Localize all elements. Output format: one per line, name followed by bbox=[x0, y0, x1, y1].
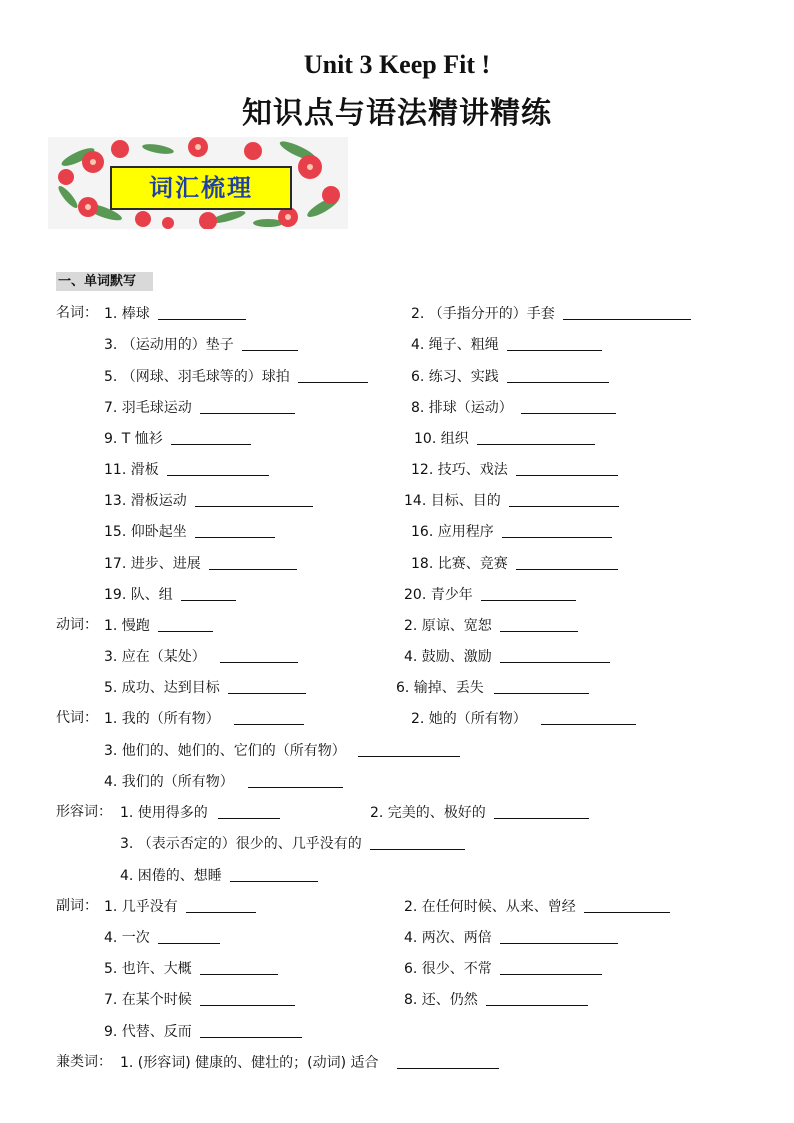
answer-blank[interactable] bbox=[298, 366, 368, 383]
answer-blank[interactable] bbox=[481, 584, 576, 601]
banner-label: 词汇梳理 bbox=[110, 166, 292, 210]
answer-blank[interactable] bbox=[230, 865, 318, 882]
list-item: 6. 输掉、丢失 bbox=[396, 677, 589, 697]
answer-blank[interactable] bbox=[494, 677, 589, 694]
list-item: 4. 一次 bbox=[104, 927, 220, 947]
answer-blank[interactable] bbox=[186, 896, 256, 913]
list-item: 1. 慢跑 bbox=[104, 615, 213, 635]
answer-blank[interactable] bbox=[209, 553, 297, 570]
answer-blank[interactable] bbox=[171, 428, 251, 445]
answer-blank[interactable] bbox=[516, 459, 618, 476]
list-item: 2. 原谅、宽恕 bbox=[404, 615, 578, 635]
list-item: 3. （运动用的）垫子 bbox=[104, 334, 298, 354]
list-item: 12. 技巧、戏法 bbox=[411, 459, 618, 479]
category-nouns: 名词： bbox=[56, 305, 98, 321]
answer-blank[interactable] bbox=[200, 958, 278, 975]
answer-blank[interactable] bbox=[218, 802, 280, 819]
list-item: 4. 两次、两倍 bbox=[404, 927, 618, 947]
category-multi-class: 兼类词： bbox=[56, 1054, 112, 1070]
answer-blank[interactable] bbox=[509, 490, 619, 507]
list-item: 7. 在某个时候 bbox=[104, 989, 295, 1009]
list-item: 8. 排球（运动） bbox=[411, 397, 616, 417]
list-item: 2. 她的（所有物） bbox=[411, 708, 636, 728]
answer-blank[interactable] bbox=[200, 397, 295, 414]
list-item: 1. 几乎没有 bbox=[104, 896, 256, 916]
answer-blank[interactable] bbox=[477, 428, 595, 445]
section-heading: 一、单词默写 bbox=[56, 272, 153, 291]
answer-blank[interactable] bbox=[397, 1052, 499, 1069]
answer-blank[interactable] bbox=[195, 521, 275, 538]
answer-blank[interactable] bbox=[500, 615, 578, 632]
answer-blank[interactable] bbox=[158, 303, 246, 320]
list-item: 15. 仰卧起坐 bbox=[104, 521, 275, 541]
category-pronouns: 代词： bbox=[56, 710, 98, 726]
list-item: 18. 比赛、竞赛 bbox=[411, 553, 618, 573]
list-item: 3. （表示否定的）很少的、几乎没有的 bbox=[120, 833, 465, 853]
answer-blank[interactable] bbox=[228, 677, 306, 694]
answer-blank[interactable] bbox=[220, 646, 298, 663]
answer-blank[interactable] bbox=[494, 802, 589, 819]
list-item: 10. 组织 bbox=[414, 428, 595, 448]
list-item: 5. 成功、达到目标 bbox=[104, 677, 306, 697]
answer-blank[interactable] bbox=[502, 521, 612, 538]
answer-blank[interactable] bbox=[521, 397, 616, 414]
answer-blank[interactable] bbox=[500, 927, 618, 944]
list-item: 19. 队、组 bbox=[104, 584, 236, 604]
list-item: 4. 困倦的、想睡 bbox=[120, 865, 318, 885]
title-chinese: 知识点与语法精讲精练 bbox=[242, 96, 552, 131]
list-item: 3. 他们的、她们的、它们的（所有物） bbox=[104, 740, 460, 760]
answer-blank[interactable] bbox=[500, 958, 602, 975]
list-item: 6. 很少、不常 bbox=[404, 958, 602, 978]
vocabulary-banner bbox=[48, 137, 348, 229]
answer-blank[interactable] bbox=[181, 584, 236, 601]
answer-blank[interactable] bbox=[500, 646, 610, 663]
answer-blank[interactable] bbox=[200, 1021, 302, 1038]
title-english: Unit 3 Keep Fit ! bbox=[303, 50, 491, 79]
list-item: 1. 我的（所有物） bbox=[104, 708, 304, 728]
answer-blank[interactable] bbox=[248, 771, 343, 788]
list-item: 6. 练习、实践 bbox=[411, 366, 609, 386]
answer-blank[interactable] bbox=[242, 334, 298, 351]
list-item: 11. 滑板 bbox=[104, 459, 269, 479]
list-item: 2. 在任何时候、从来、曾经 bbox=[404, 896, 670, 916]
list-item: 17. 进步、进展 bbox=[104, 553, 297, 573]
list-item: 1. 使用得多的 bbox=[120, 802, 280, 822]
list-item: 9. T 恤衫 bbox=[104, 428, 251, 448]
list-item: 9. 代替、反而 bbox=[104, 1021, 302, 1041]
list-item: 2. 完美的、极好的 bbox=[370, 802, 589, 822]
list-item: 2. （手指分开的）手套 bbox=[411, 303, 691, 323]
answer-blank[interactable] bbox=[195, 490, 313, 507]
list-item: 5. 也许、大概 bbox=[104, 958, 278, 978]
list-item: 4. 绳子、粗绳 bbox=[411, 334, 602, 354]
answer-blank[interactable] bbox=[234, 708, 304, 725]
category-verbs: 动词： bbox=[56, 617, 98, 633]
answer-blank[interactable] bbox=[158, 615, 213, 632]
list-item: 14. 目标、目的 bbox=[404, 490, 619, 510]
list-item: 8. 还、仍然 bbox=[404, 989, 588, 1009]
answer-blank[interactable] bbox=[486, 989, 588, 1006]
list-item: 1. (形容词) 健康的、健壮的；(动词) 适合 bbox=[120, 1052, 499, 1072]
answer-blank[interactable] bbox=[358, 740, 460, 757]
answer-blank[interactable] bbox=[516, 553, 618, 570]
answer-blank[interactable] bbox=[507, 366, 609, 383]
list-item: 4. 我们的（所有物） bbox=[104, 771, 343, 791]
answer-blank[interactable] bbox=[507, 334, 602, 351]
list-item: 7. 羽毛球运动 bbox=[104, 397, 295, 417]
answer-blank[interactable] bbox=[167, 459, 269, 476]
list-item: 16. 应用程序 bbox=[411, 521, 612, 541]
answer-blank[interactable] bbox=[370, 833, 465, 850]
list-item: 13. 滑板运动 bbox=[104, 490, 313, 510]
list-item: 5. （网球、羽毛球等的）球拍 bbox=[104, 366, 368, 386]
answer-blank[interactable] bbox=[158, 927, 220, 944]
answer-blank[interactable] bbox=[584, 896, 670, 913]
category-adverbs: 副词： bbox=[56, 898, 98, 914]
answer-blank[interactable] bbox=[200, 989, 295, 1006]
answer-blank[interactable] bbox=[541, 708, 636, 725]
list-item: 4. 鼓励、激励 bbox=[404, 646, 610, 666]
answer-blank[interactable] bbox=[563, 303, 691, 320]
category-adjectives: 形容词： bbox=[56, 804, 112, 820]
list-item: 1. 棒球 bbox=[104, 303, 246, 323]
list-item: 3. 应在（某处） bbox=[104, 646, 298, 666]
list-item: 20. 青少年 bbox=[404, 584, 576, 604]
